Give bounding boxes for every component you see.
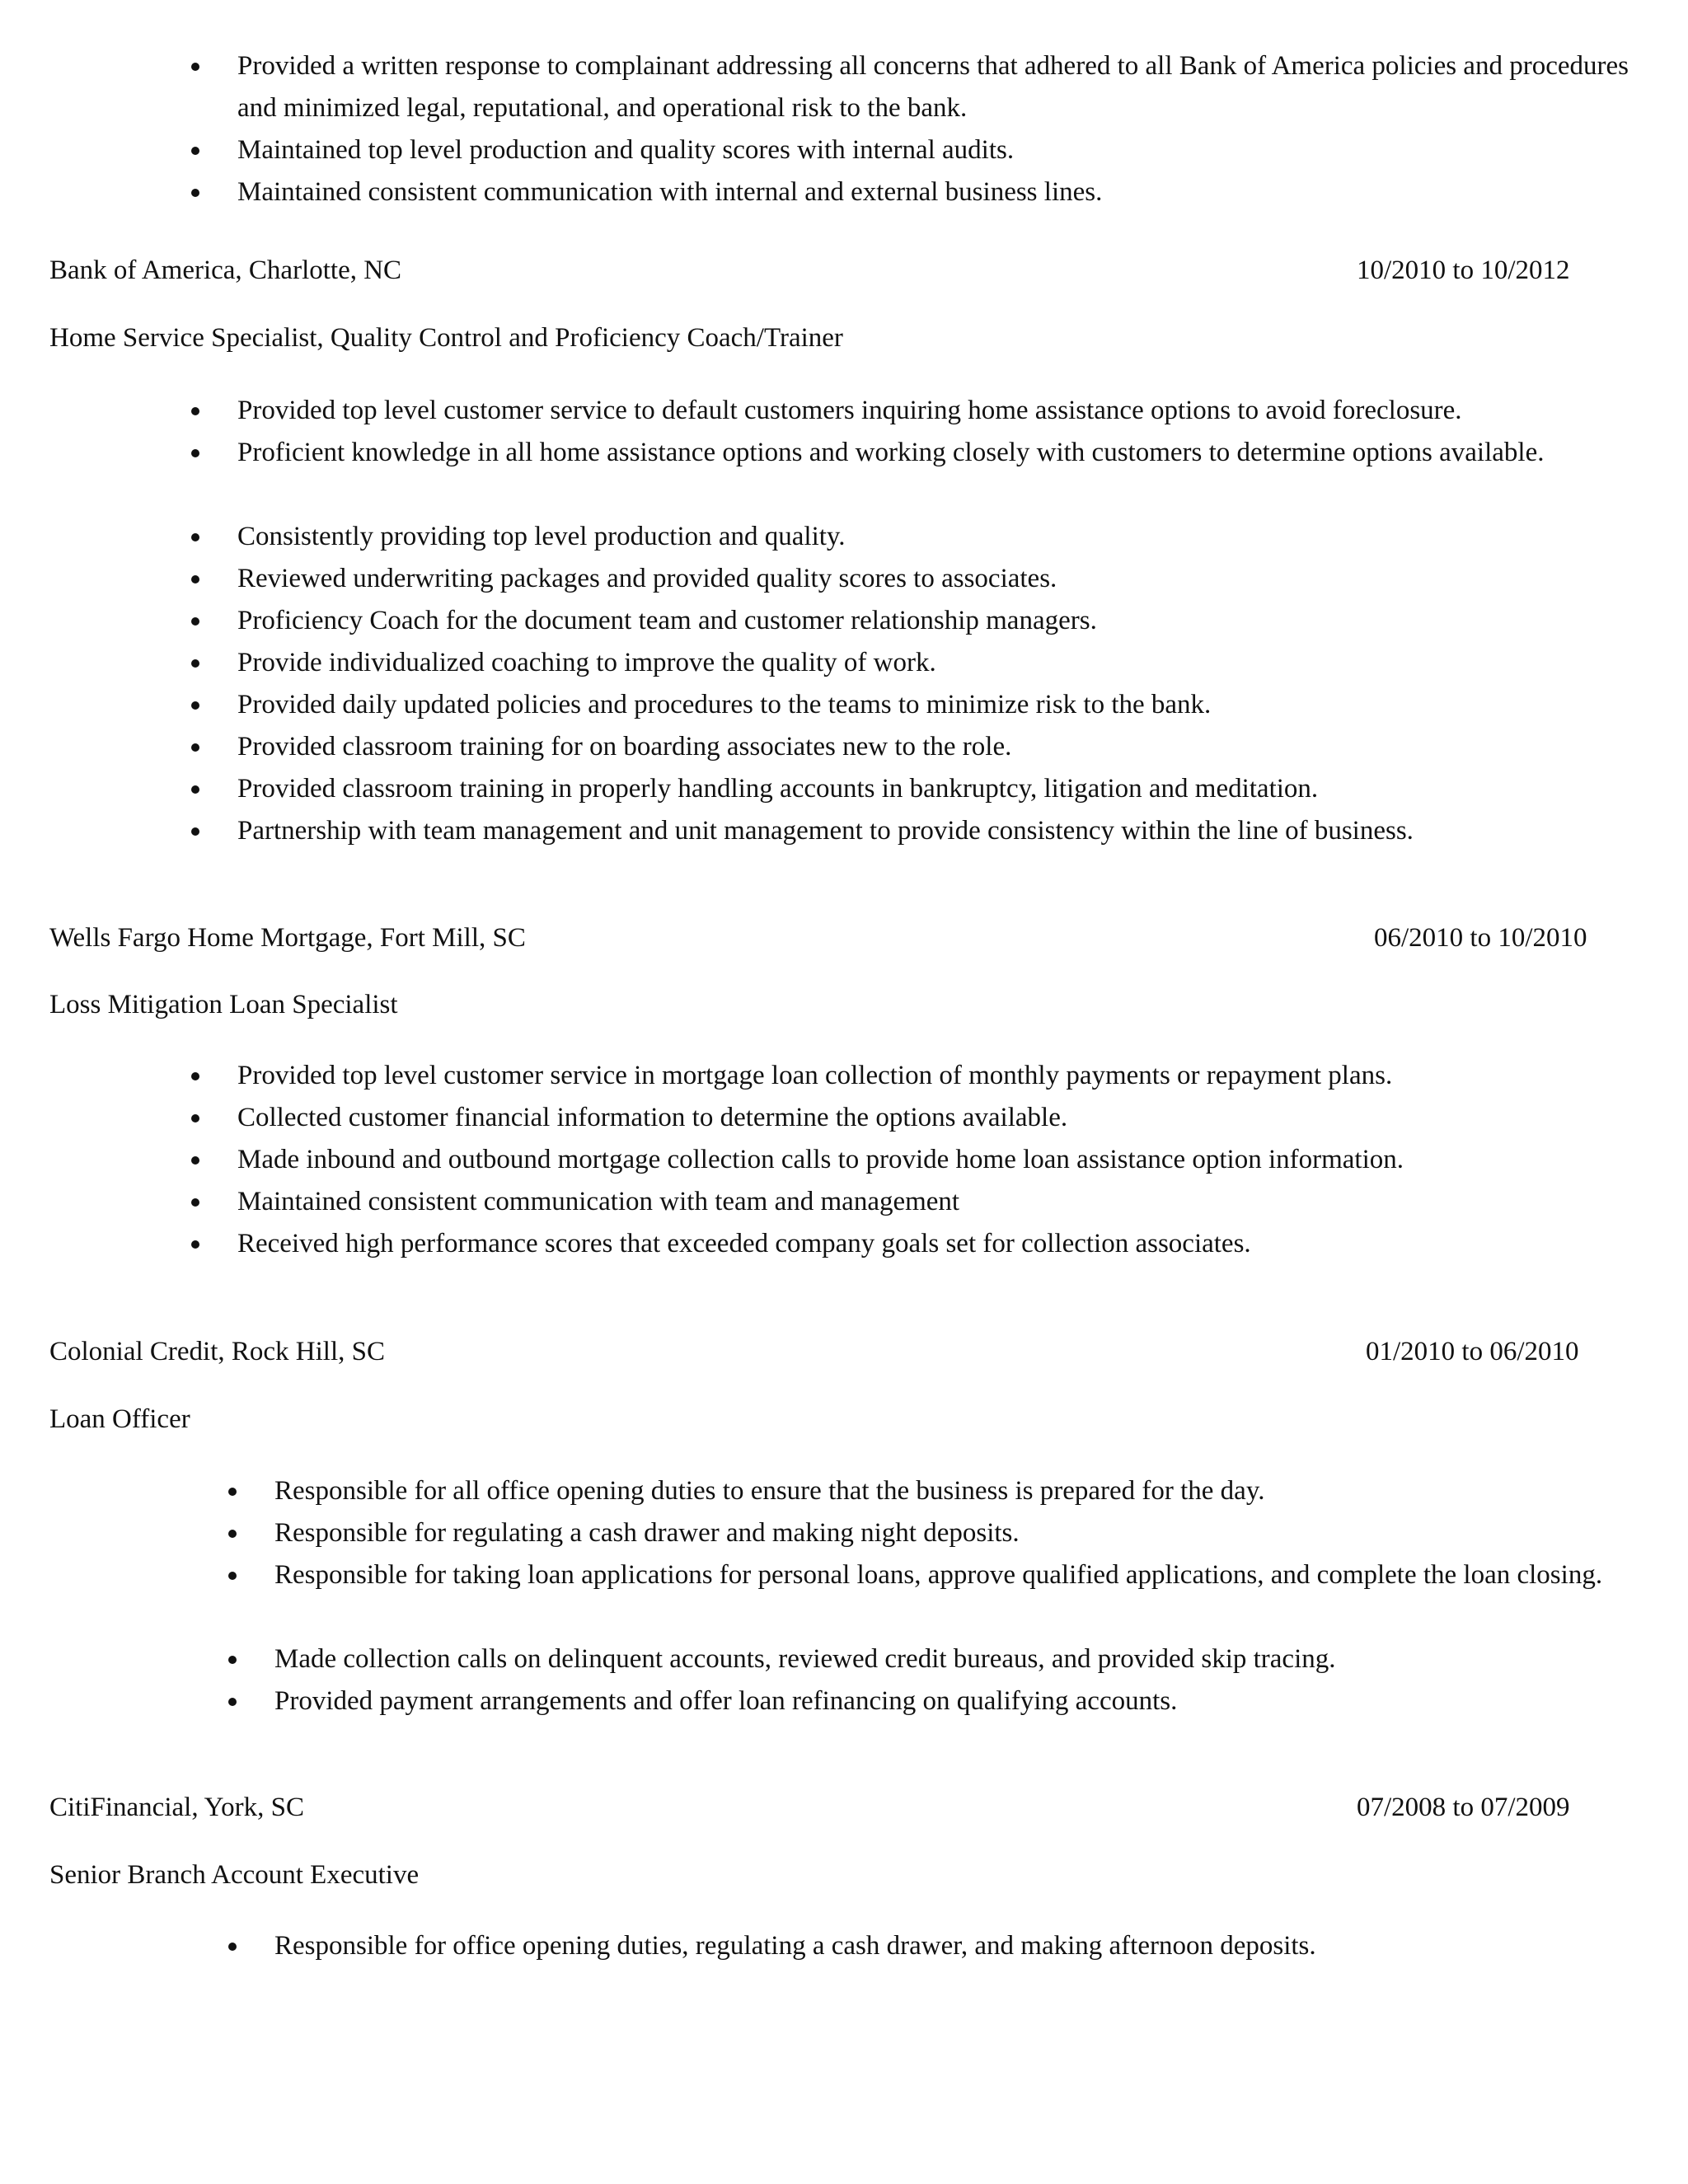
- bullet-icon: [191, 701, 199, 710]
- list-item: Consistently providing top level production and quality.: [237, 516, 1672, 558]
- list-item: Maintained consistent communication with internal and external business lines.: [237, 171, 1672, 213]
- list-item: Maintained top level production and quality scores with internal audits.: [237, 129, 1672, 171]
- list-item: Reviewed underwriting packages and provided quality scores to associates.: [237, 558, 1672, 600]
- job-title: Senior Branch Account Executive: [49, 1860, 420, 1890]
- bullet-icon: [191, 743, 199, 752]
- list-item: Partnership with team management and unit management to provide consistency within the line of business.: [237, 810, 1672, 852]
- bullet-icon: [191, 189, 199, 197]
- job-bullet-list: [237, 390, 1672, 852]
- list-item: Provided top level customer service in mortgage loan collection of monthly payments or repayment plans.: [237, 1055, 1672, 1097]
- bullet-icon: [191, 617, 199, 626]
- bullet-icon: [191, 659, 199, 668]
- list-item: Responsible for all office opening duties to ensure that the business is prepared for the day.: [274, 1470, 1676, 1512]
- list-item: Provided top level customer service to default customers inquiring home assistance options to avoid foreclosure.: [237, 390, 1672, 432]
- bullet-icon: [228, 1698, 237, 1706]
- list-item: Received high performance scores that exceeded company goals set for collection associates.: [237, 1223, 1672, 1265]
- list-item: Responsible for taking loan applications for personal loans, approve qualified applications, and complete the loan closing.: [274, 1554, 1676, 1638]
- list-item: Proficient knowledge in all home assistance options and working closely with customers to determine options available.: [237, 432, 1672, 516]
- job-title: Loan Officer: [49, 1404, 190, 1434]
- list-item: Responsible for regulating a cash drawer and making night deposits.: [274, 1512, 1676, 1554]
- list-item: Provided classroom training for on boarding associates new to the role.: [237, 726, 1672, 768]
- employment-dates: 07/2008 to 07/2009: [1357, 1793, 1570, 1822]
- bullet-icon: [228, 1530, 237, 1538]
- list-item: Maintained consistent communication with team and management: [237, 1181, 1672, 1223]
- list-item: Collected customer financial information to determine the options available.: [237, 1097, 1672, 1139]
- job-bullet-list: [274, 1470, 1676, 1722]
- bullet-icon: [191, 1198, 199, 1207]
- bullet-icon: [191, 1072, 199, 1080]
- bullet-icon: [191, 1240, 199, 1249]
- bullet-icon: [191, 1156, 199, 1165]
- intro-bullet-list: [237, 45, 1672, 213]
- list-item: Provided daily updated policies and procedures to the teams to minimize risk to the bank.: [237, 684, 1672, 726]
- bullet-icon: [191, 827, 199, 836]
- employer-name: Bank of America, Charlotte, NC: [49, 255, 402, 285]
- bullet-icon: [191, 533, 199, 541]
- bullet-icon: [191, 575, 199, 583]
- list-item: Proficiency Coach for the document team and customer relationship managers.: [237, 600, 1672, 642]
- list-item: Responsible for office opening duties, regulating a cash drawer, and making afternoon deposits.: [274, 1925, 1676, 1967]
- list-item: Provide individualized coaching to improve the quality of work.: [237, 642, 1672, 684]
- bullet-icon: [191, 407, 199, 415]
- bullet-icon: [228, 1943, 237, 1951]
- list-item: Made inbound and outbound mortgage collection calls to provide home loan assistance option information.: [237, 1139, 1672, 1181]
- employer-name: CitiFinancial, York, SC: [49, 1793, 304, 1822]
- job-title: Home Service Specialist, Quality Control and Proficiency Coach/Trainer: [49, 323, 843, 353]
- employment-dates: 06/2010 to 10/2010: [1374, 923, 1587, 953]
- list-item: Made collection calls on delinquent accounts, reviewed credit bureaus, and provided skip tracing.: [274, 1638, 1676, 1680]
- bullet-icon: [191, 1114, 199, 1122]
- bullet-icon: [191, 147, 199, 155]
- list-item: Provided classroom training in properly handling accounts in bankruptcy, litigation and meditation.: [237, 768, 1672, 810]
- bullet-icon: [228, 1572, 237, 1580]
- list-item: Provided payment arrangements and offer loan refinancing on qualifying accounts.: [274, 1680, 1676, 1722]
- job-bullet-list: [237, 1055, 1672, 1265]
- bullet-icon: [228, 1656, 237, 1664]
- job-title: Loss Mitigation Loan Specialist: [49, 990, 398, 1019]
- employer-name: Wells Fargo Home Mortgage, Fort Mill, SC: [49, 923, 526, 953]
- bullet-icon: [228, 1488, 237, 1496]
- job-bullet-list: [274, 1925, 1676, 1967]
- bullet-icon: [191, 785, 199, 794]
- employment-dates: 01/2010 to 06/2010: [1366, 1337, 1579, 1366]
- employer-name: Colonial Credit, Rock Hill, SC: [49, 1337, 386, 1366]
- list-item: Provided a written response to complainant addressing all concerns that adhered to all Bank of America policies and procedures and minimized legal, reputational, and operational risk to the bank.: [237, 45, 1672, 129]
- bullet-icon: [191, 63, 199, 71]
- employment-dates: 10/2010 to 10/2012: [1357, 255, 1570, 285]
- bullet-icon: [191, 449, 199, 457]
